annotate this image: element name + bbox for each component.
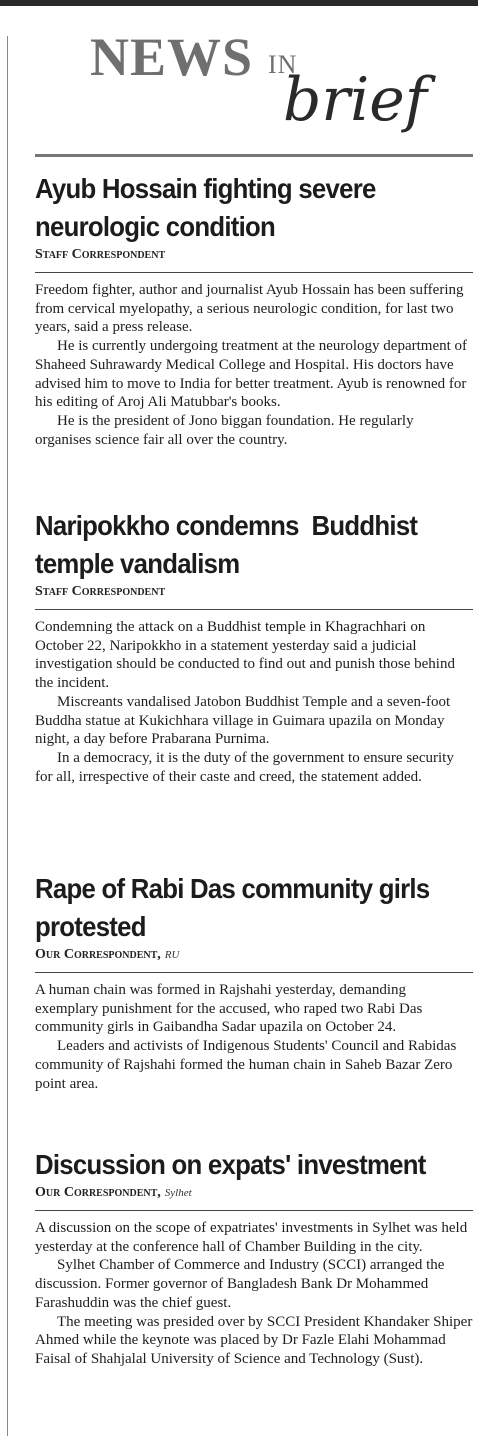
story [35, 870, 473, 1093]
story-body [35, 981, 473, 1093]
story-body [35, 281, 473, 449]
masthead-brief: brief [283, 65, 427, 135]
story [35, 1146, 473, 1369]
story-paragraph: In a democracy, it is the duty of the government to ensure security for all, irrespective of their caste and creed, the statement added. [35, 749, 454, 785]
column-divider [7, 36, 8, 1436]
story-body [35, 1219, 473, 1369]
story-byline [35, 583, 473, 610]
byline-text: Staff Correspondent [35, 584, 166, 599]
byline-text: Staff Correspondent [35, 247, 166, 262]
story-paragraph: He is the president of Jono biggan foundation. He regularly organises science fair all over the country. [35, 412, 414, 448]
news-in-brief-column [35, 0, 473, 1367]
story-headline: Rape of Rabi Das community girls protested [35, 873, 430, 942]
byline-text: Our Correspondent, [35, 1185, 161, 1200]
story-headline: Naripokkho condemns Buddhist temple vandalism [35, 510, 424, 579]
story-paragraph: Condemning the attack on a Buddhist temple in Khagrachhari on October 22, Naripokkho in a statement yesterday said a judicial investigation should be conducted to find out and punish those behind the incident. [35, 619, 455, 692]
story-headline: Discussion on expats' investment [35, 1149, 426, 1180]
story-paragraph: Miscreants vandalised Jatobon Buddhist Temple and a seven-foot Buddha statue at Kukichhara village in Guimara upazila on Monday night, a day before Prabarana Purnima. [35, 693, 451, 748]
byline-place: RU [164, 949, 180, 961]
story-paragraph: Freedom fighter, author and journalist Ayub Hossain has been suffering from cervical myelopathy, a serious neurologic condition, for last two years, said a press release. [35, 282, 464, 336]
byline-text: Our Correspondent, [35, 947, 161, 962]
masthead [35, 0, 473, 160]
story [35, 507, 473, 786]
story-body [35, 618, 473, 786]
story-paragraph: Leaders and activists of Indigenous Students' Council and Rabidas community of Rajshahi formed the human chain in Saheb Bazar Zero point area. [35, 1038, 457, 1092]
masthead-rule [35, 154, 473, 157]
story-headline: Ayub Hossain fighting severe neurologic condition [35, 173, 376, 242]
story-paragraph: A human chain was formed in Rajshahi yesterday, demanding exemplary punishment for the accused, who raped two Rabi Das community girls in Gaibandha Sadar upazila on October 24. [35, 982, 423, 1036]
byline-place: Sylhet [164, 1187, 192, 1199]
story-paragraph: The meeting was presided over by SCCI President Khandaker Shiper Ahmed while the keynote was placed by Dr Fazle Elahi Mohammad Faisal of Shahjalal University of Science and Technology (Sust). [35, 1313, 473, 1367]
story-paragraph: Sylhet Chamber of Commerce and Industry (SCCI) arranged the discussion. Former governor of Bangladesh Bank Dr Mohammed Farashuddin was the chief guest. [35, 1257, 445, 1311]
story-byline [35, 1184, 473, 1211]
story-paragraph: A discussion on the scope of expatriates' investments in Sylhet was held yesterday at the conference hall of Chamber Building in the city. [35, 1220, 468, 1255]
story-byline [35, 246, 473, 273]
masthead-news: NEWS [90, 27, 254, 87]
story [35, 170, 473, 449]
story-byline [35, 946, 473, 973]
story-paragraph: He is currently undergoing treatment at the neurology department of Shaheed Suhrawardy Medical College and Hospital. His doctors have advised him to move to India for better treatment. Ayub is renowned for his editing of Aroj Ali Matubbar's books. [35, 338, 468, 411]
masthead-in: IN [268, 50, 298, 79]
